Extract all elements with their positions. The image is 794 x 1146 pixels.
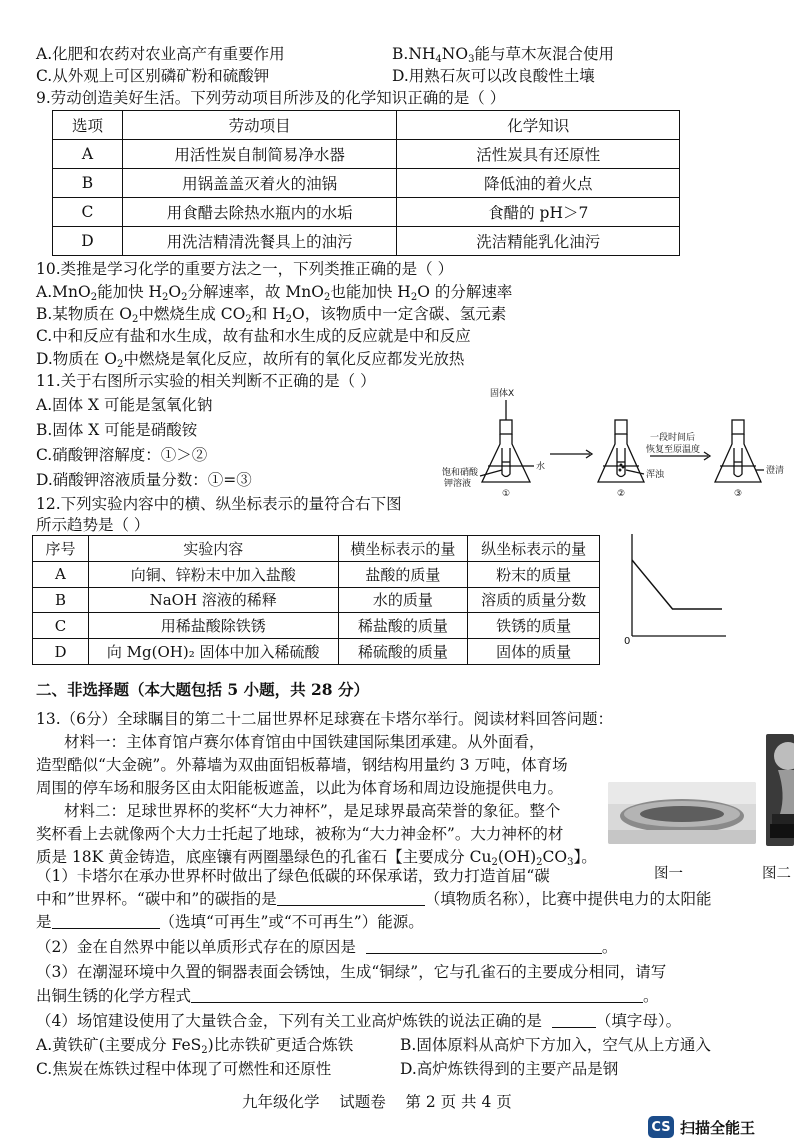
table-row — [33, 587, 600, 613]
q11-flask-figure — [440, 382, 785, 502]
fig-label-n3: ③ — [734, 489, 743, 499]
table-cell: 铁锈的质量 — [468, 613, 600, 639]
graph-origin-label: 0 — [624, 636, 631, 647]
table-row — [33, 613, 600, 639]
table-cell: D — [33, 639, 89, 665]
q12-trend-graph — [618, 530, 728, 648]
table-header-cell: 实验内容 — [88, 536, 338, 562]
fig-label-n2: ② — [617, 489, 626, 499]
table-cell: D — [53, 227, 123, 256]
q13-part1-line2: 中和”世界杯。“碳中和”的碳指的是 （填物质名称），比赛中提供电力的太阳能 — [36, 890, 712, 908]
table-cell: A — [33, 561, 89, 587]
table-cell: 用洗洁精清洗餐具上的油污 — [122, 227, 397, 256]
table-header-cell: 横坐标表示的量 — [338, 536, 468, 562]
answer-blank[interactable] — [191, 988, 643, 1003]
table-cell: 洗洁精能乳化油污 — [397, 227, 680, 256]
q11-option-c: C.硝酸钾溶解度：①＞② — [36, 446, 208, 464]
q11-option-b: B.固体 X 可能是硝酸铵 — [36, 421, 198, 439]
page-footer: 九年级化学 试题卷 第 2 页 共 4 页 — [242, 1093, 512, 1111]
table-cell: 用活性炭自制简易净水器 — [122, 140, 397, 169]
table-row — [53, 198, 680, 227]
q12-stem-line1: 12.下列实验内容中的横、纵坐标表示的量符合右下图 — [36, 495, 402, 513]
q13-material1-line3: 周围的停车场和服务区由太阳能板遮盖，以此为体育场和周边设施提供电力。 — [36, 779, 564, 797]
section-heading: 二、非选择题（本大题包括 5 小题，共 28 分） — [36, 680, 369, 699]
q12-table — [32, 535, 600, 665]
answer-blank[interactable] — [552, 1013, 596, 1028]
figure-one-caption: 图一 — [654, 866, 683, 882]
table-cell: B — [33, 587, 89, 613]
answer-blank[interactable] — [52, 914, 160, 929]
q13-part4-option-d: D.高炉炼铁得到的主要产品是钢 — [400, 1060, 619, 1078]
table-row — [53, 227, 680, 256]
table-row — [33, 639, 600, 665]
table-header-cell: 序号 — [33, 536, 89, 562]
q13-part1-line1: （1）卡塔尔在承办世界杯时做出了绿色低碳的环保承诺，致力打造首届“碳 — [36, 867, 550, 885]
q13-part4: （4）场馆建设使用了大量铁合金，下列有关工业高炉炼铁的说法正确的是 （填字母）。 — [36, 1012, 682, 1030]
q13-material2-line1: 材料二：足球世界杯的奖杯“大力神杯”，是足球界最高荣誉的象征。整个 — [64, 802, 561, 820]
fig-label-arrow2: 恢复至原温度 — [646, 445, 701, 455]
scanner-logo-icon: CS — [648, 1116, 674, 1138]
table-cell: 活性炭具有还原性 — [397, 140, 680, 169]
table-header-row — [33, 536, 600, 562]
scanner-watermark — [648, 1116, 755, 1138]
q13-part2: （2）金在自然界中能以单质形式存在的原因是 。 — [36, 938, 618, 956]
fig-label-clear: 澄清 — [766, 466, 785, 476]
graph-trend-line — [632, 560, 722, 609]
q10-option-a: A.MnO$_2$能加快 $H_2O_2$分解速率，故 MnO$_2$也能加快 $H_2O$ 的分解速率 — [36, 283, 513, 303]
q10-option-c: C.中和反应有盐和水生成，故有盐和水生成的反应就是中和反应 — [36, 327, 471, 345]
table-header-cell: 劳动项目 — [122, 111, 397, 140]
q13-part4-option-c: C.焦炭在炼铁过程中体现了可燃性和还原性 — [36, 1060, 332, 1078]
table-header-row — [53, 111, 680, 140]
table-cell: 食醋的 pH＞7 — [397, 198, 680, 227]
q10-option-d: D.物质在 $O_2$中燃烧是氧化反应，故所有的氧化反应都发光放热 — [36, 350, 465, 370]
table-cell: 溶质的质量分数 — [468, 587, 600, 613]
table-row — [53, 140, 680, 169]
table-cell: 盐酸的质量 — [338, 561, 468, 587]
stadium-photo — [608, 782, 756, 844]
table-header-cell: 纵坐标表示的量 — [468, 536, 600, 562]
table-cell: 水的质量 — [338, 587, 468, 613]
q8-option-a: A.化肥和农药对农业高产有重要作用 — [36, 45, 285, 63]
table-cell: C — [33, 613, 89, 639]
table-header-cell: 选项 — [53, 111, 123, 140]
q8-option-b: $B.NH_4NO_3$能与草木灰混合使用 — [392, 45, 614, 65]
table-row — [53, 169, 680, 198]
figure-two-caption: 图二 — [762, 866, 791, 882]
table-cell: 粉末的质量 — [468, 561, 600, 587]
q11-option-d: D.硝酸钾溶液质量分数：①=③ — [36, 471, 252, 489]
table-cell: 降低油的着火点 — [397, 169, 680, 198]
answer-blank[interactable] — [366, 939, 602, 954]
table-cell: B — [53, 169, 123, 198]
table-header-cell: 化学知识 — [397, 111, 680, 140]
fig-label-arrow1: 一段时间后 — [650, 433, 696, 443]
fig-label-n1: ① — [502, 489, 511, 499]
table-cell: 用食醋去除热水瓶内的水垢 — [122, 198, 397, 227]
scanner-watermark-text: 扫描全能王 — [680, 1118, 756, 1137]
q8-option-c: C.从外观上可区别磷矿粉和硫酸钾 — [36, 67, 270, 85]
fig-label-water: 水 — [536, 462, 546, 472]
q13-part1-line3: 是 （选填“可再生”或“不可再生”）能源。 — [36, 913, 424, 931]
table-cell: 稀硫酸的质量 — [338, 639, 468, 665]
table-cell: 固体的质量 — [468, 639, 600, 665]
q13-material1-line1: 材料一：主体育馆卢赛尔体育馆由中国铁建国际集团承建。从外面看， — [64, 733, 545, 751]
q13-part3-line1: （3）在潮湿环境中久置的铜器表面会锈蚀，生成“铜绿”，它与孔雀石的主要成分相同，请写 — [36, 963, 667, 981]
q10-option-b: B.某物质在 $O_2$中燃烧生成 $CO_2$和 $H_2O$，该物质中一定含碳、氢元素 — [36, 305, 507, 325]
q10-stem: 10.类推是学习化学的重要方法之一，下列类推正确的是（ ） — [36, 260, 454, 278]
fig-label-sat2: 钾溶液 — [444, 479, 472, 489]
q9-table — [52, 110, 680, 256]
table-cell: 向铜、锌粉末中加入盐酸 — [88, 561, 338, 587]
table-cell: 用稀盐酸除铁锈 — [88, 613, 338, 639]
answer-blank[interactable] — [277, 891, 425, 906]
q13-part4-option-b: B.固体原料从高炉下方加入，空气从上方通入 — [400, 1036, 711, 1054]
q13-material2-line3: 质是 18K 黄金铸造，底座镶有两圈墨绿色的孔雀石【主要成分 $Cu_2(OH)_2CO_3$】。 — [36, 848, 597, 868]
q13-intro: 13.（6分）全球瞩目的第二十二届世界杯足球赛在卡塔尔举行。阅读材料回答问题： — [36, 710, 614, 728]
table-cell: C — [53, 198, 123, 227]
stopper-icon — [500, 420, 512, 434]
q11-option-a: A.固体 X 可能是氢氧化钠 — [36, 396, 213, 414]
fig-label-sat1: 饱和硝酸 — [442, 468, 479, 478]
q8-option-d: D.用熟石灰可以改良酸性土壤 — [392, 67, 595, 85]
trophy-photo — [766, 734, 794, 846]
table-cell: 向 Mg(OH)₂ 固体中加入稀硫酸 — [88, 639, 338, 665]
q13-part3-line2: 出铜生锈的化学方程式 。 — [36, 987, 659, 1005]
table-cell: NaOH 溶液的稀释 — [88, 587, 338, 613]
q13-material1-line2: 造型酷似“大金碗”。外幕墙为双曲面铝板幕墙，钢结构用量约 3 万吨，体育场 — [36, 756, 568, 774]
q13-part4-option-a: A.黄铁矿(主要成分 FeS$_2$)比赤铁矿更适合炼铁 — [36, 1036, 354, 1056]
q12-stem-line2: 所示趋势是（ ） — [36, 516, 150, 534]
table-cell: 用锅盖盖灭着火的油锅 — [122, 169, 397, 198]
fig-label-solid: 固体X — [490, 389, 515, 399]
table-row — [33, 561, 600, 587]
q11-stem: 11.关于右图所示实验的相关判断不正确的是（ ） — [36, 372, 376, 390]
table-cell: 稀盐酸的质量 — [338, 613, 468, 639]
fig-label-turbid: 浑浊 — [646, 470, 665, 480]
q13-material2-line2: 奖杯看上去就像两个大力士托起了地球，被称为“大力神金杯”。大力神杯的材 — [36, 825, 564, 843]
q9-stem: 9.劳动创造美好生活。下列劳动项目所涉及的化学知识正确的是（ ） — [36, 89, 506, 107]
table-cell: A — [53, 140, 123, 169]
